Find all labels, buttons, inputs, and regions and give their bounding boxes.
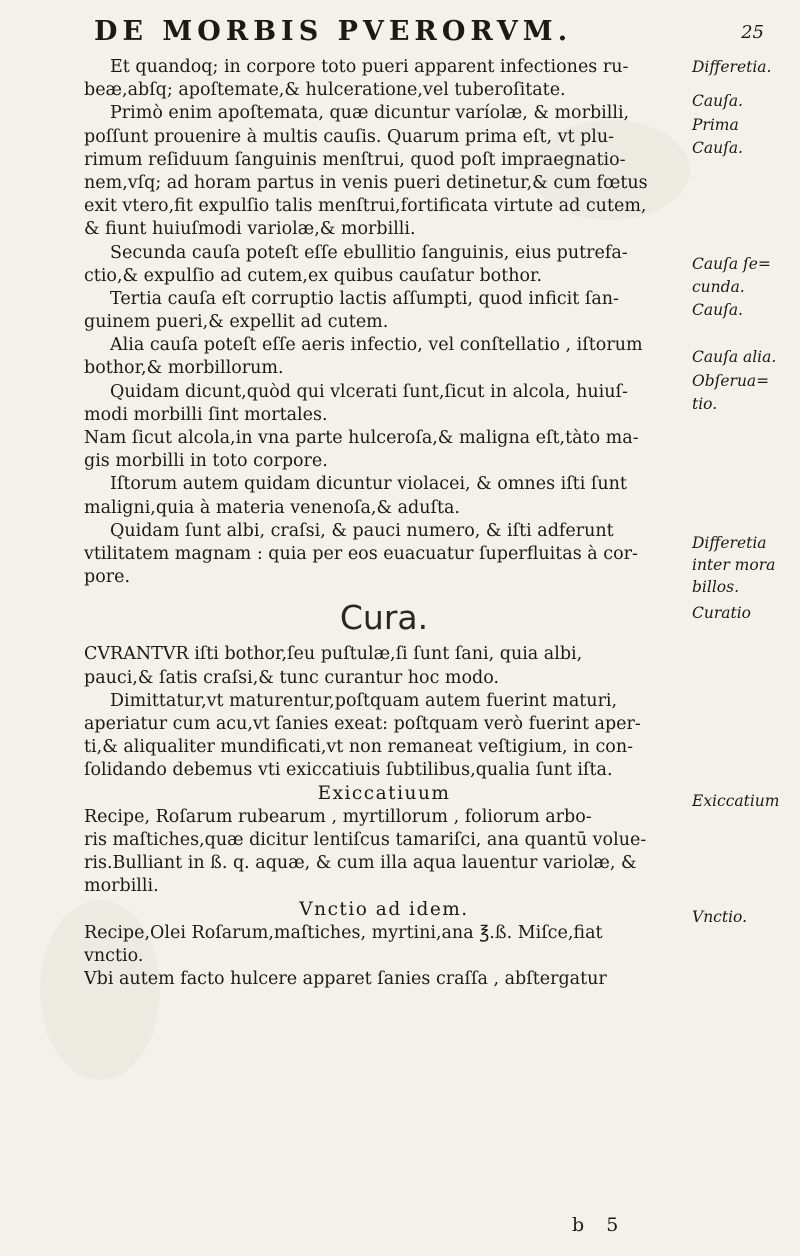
- text-line: CVRANTVR iſti bothor,ſeu puſtulæ,ſi ſunt ſani, quia albi,: [84, 644, 583, 665]
- text-line: ctio,& expulſio ad cutem,ex quibus cauſatur bothor.: [84, 265, 543, 286]
- text-line: ris maſtiches,quæ dicitur lentiſcus tamariſci, ana quantū volue-: [84, 829, 647, 850]
- text-line: modi morbilli ſint mortales.: [84, 404, 328, 425]
- text-line: ti,& aliqualiter mundificati,vt non remaneat veſtigium, in con-: [84, 737, 634, 758]
- text-line: Alia cauſa poteſt eſſe aeris infectio, vel conſtellatio , iſtorum: [110, 335, 643, 356]
- text-line: Dimittatur,vt maturentur,poſtquam autem fuerint maturi,: [110, 690, 618, 711]
- text-line: Tertia cauſa eſt corruptio lactis aſſumpti, quod inficit ſan-: [110, 288, 619, 309]
- margin-note: Cauſa.: [692, 92, 743, 110]
- signature-mark: b 5: [572, 1214, 627, 1236]
- text-line: rimum reſiduum ſanguinis menſtrui, quod poſt impraegnatio-: [84, 149, 626, 170]
- running-title: DE MORBIS PVERORVM.: [94, 16, 573, 47]
- page-header: [84, 14, 764, 50]
- text-line: aperiatur cum acu,vt ſanies exeat: poſtquam verò fuerint aper-: [84, 713, 641, 734]
- margin-note: Differetia.: [692, 58, 772, 76]
- margin-note: Differetia: [692, 534, 767, 552]
- body-text: [84, 56, 684, 991]
- text-line: bothor,& morbillorum.: [84, 358, 284, 379]
- text-line: maligni,quia à materia venenoſa,& aduſta.: [84, 497, 460, 518]
- text-line: exit vtero,fit expulſio talis menſtrui,fortificata virtute ad cutem,: [84, 196, 647, 217]
- text-line: pauci,& ſatis craſsi,& tunc curantur hoc modo.: [84, 667, 500, 688]
- text-line: gis morbilli in toto corpore.: [84, 451, 328, 472]
- text-line: pore.: [84, 567, 131, 588]
- text-line: ris.Bulliant in ß. q. aquæ, & cum illa aqua lauentur variolæ, &: [84, 853, 637, 873]
- text-line: Vbi autem facto hulcere apparet ſanies craſſa , abſtergatur: [84, 968, 607, 989]
- text-line: guinem pueri,& expellit ad cutem.: [84, 312, 389, 333]
- text-line: vnctio.: [84, 945, 144, 966]
- margin-note: cunda.: [692, 278, 745, 296]
- text-line: Primò enim apoſtemata, quæ dicuntur varíolæ, & morbilli,: [110, 103, 630, 124]
- text-line: & fiunt huiuſmodi variolæ,& morbilli.: [84, 219, 416, 240]
- margin-note: Curatio: [692, 604, 752, 622]
- text-line: ſolidando debemus vti exiccatiuis ſubtilibus,qualia ſunt iſta.: [84, 760, 613, 781]
- margin-note: Exiccatium: [692, 792, 780, 810]
- margin-note: Prima: [692, 116, 739, 134]
- margin-note: tio.: [692, 395, 718, 413]
- text-line: nem,vſq; ad horam partus in venis pueri detinetur,& cum fœtus: [84, 172, 648, 193]
- text-line: poſſunt prouenire à multis cauſis. Quarum prima eſt, vt plu-: [84, 126, 615, 147]
- subheading-exiccatiuum: Exiccatiuum: [317, 783, 451, 805]
- section-heading-cura: Cura.: [339, 598, 429, 638]
- text-line: vtilitatem magnam : quia per eos euacuatur ſuperfluitas à cor-: [84, 543, 638, 564]
- page-number: 25: [741, 22, 764, 43]
- margin-note: Cauſa alia.: [692, 348, 777, 366]
- margin-note: Cauſa.: [692, 139, 743, 157]
- margin-note: Cauſa.: [692, 301, 743, 319]
- text-line: Quidam dicunt,quòd qui vlcerati ſunt,ſicut in alcola, huiuſ-: [110, 381, 628, 402]
- text-line: Iſtorum autem quidam dicuntur violacei, & omnes iſti ſunt: [110, 474, 627, 495]
- margin-note: Vnctio.: [692, 908, 748, 926]
- text-line: morbilli.: [84, 876, 159, 897]
- text-line: Secunda cauſa poteſt eſſe ebullitio ſanguinis, eius putrefa-: [110, 242, 628, 263]
- text-line: Et quandoq; in corpore toto pueri apparent infectiones ru-: [110, 57, 629, 77]
- text-line: Quidam ſunt albi, craſsi, & pauci numero, & iſti adferunt: [110, 520, 614, 541]
- margin-note: inter mora: [692, 556, 776, 574]
- text-line: Nam ſicut alcola,in vna parte hulceroſa,& maligna eſt,tàto ma-: [84, 428, 639, 448]
- subheading-vnctio: Vnctio ad idem.: [299, 899, 469, 921]
- margin-note: billos.: [692, 578, 740, 596]
- margin-note: Cauſa ſe=: [692, 255, 771, 273]
- text-line: beæ,abſq; apoſtemate,& hulceratione,vel tuberoſitate.: [84, 80, 566, 101]
- margin-note: Obſerua=: [692, 372, 770, 390]
- text-line: Recipe,Olei Roſarum,maſtiches, myrtini,ana ℥.ß. Miſce,fiat: [84, 922, 603, 943]
- text-line: Recipe, Roſarum rubearum , myrtillorum , foliorum arbo-: [84, 806, 592, 827]
